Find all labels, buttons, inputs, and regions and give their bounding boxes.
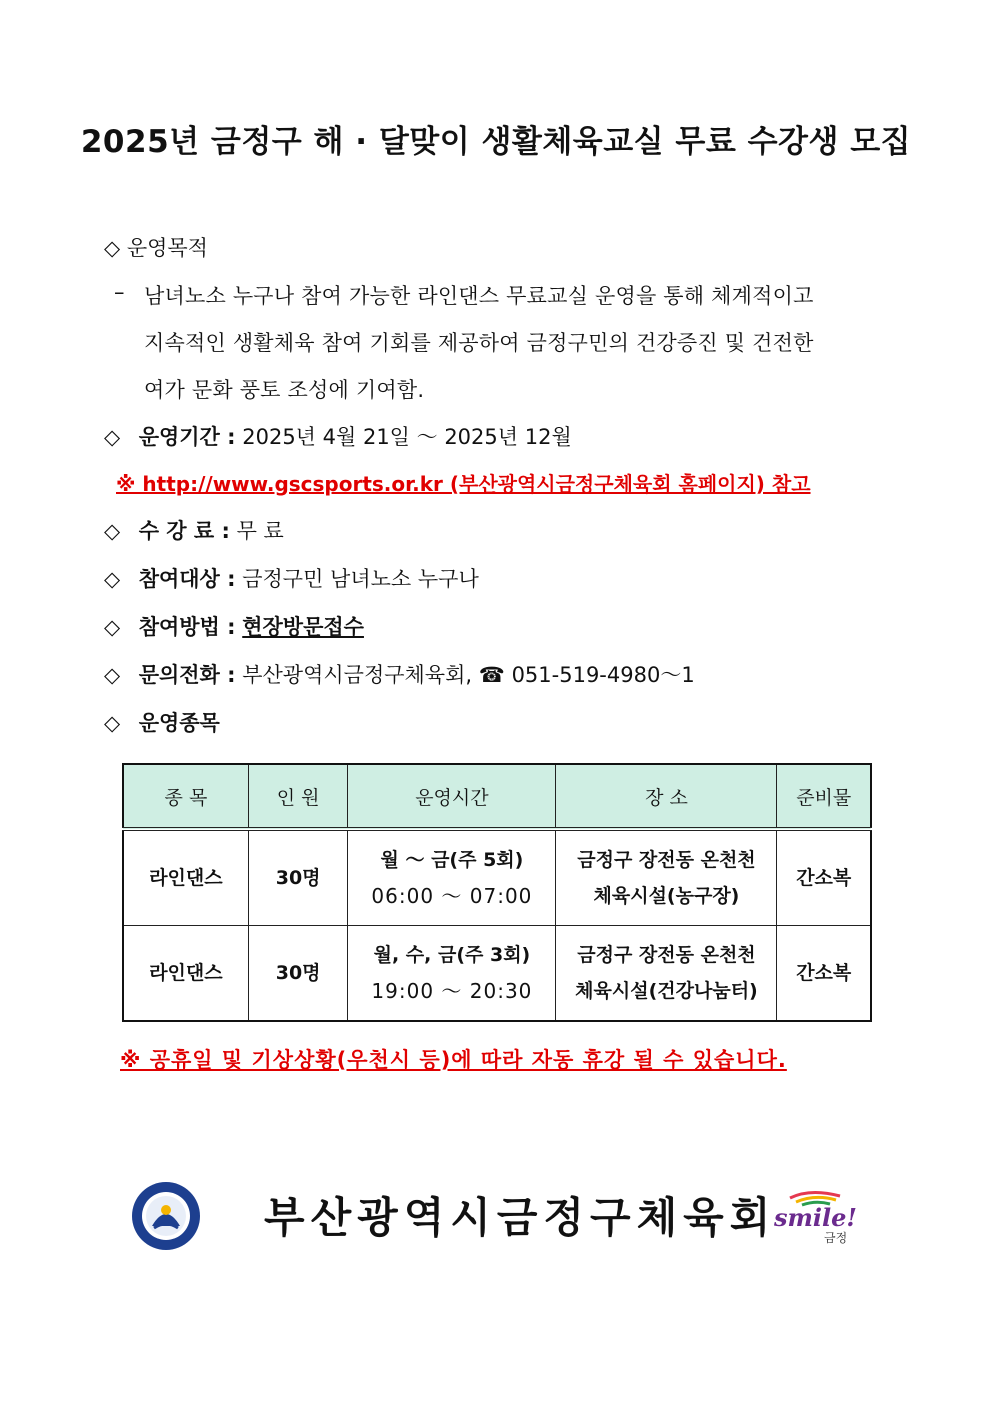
diamond-icon: ◇ bbox=[104, 711, 121, 735]
sports-council-seal-icon bbox=[130, 1180, 202, 1252]
cell-hours: 19:00 ～ 20:30 bbox=[371, 979, 533, 1003]
purpose-line-3: 여가 문화 풍토 조성에 기여함. bbox=[144, 378, 425, 402]
cell-sport: 라인댄스 bbox=[123, 926, 248, 1022]
header-sport: 종 목 bbox=[123, 764, 248, 829]
homepage-link[interactable]: ※ http://www.gscsports.or.kr (부산광역시금정구체육회 홈페이지) 참고 bbox=[116, 472, 811, 496]
cell-prep: 간소복 bbox=[777, 926, 871, 1022]
header-prep: 준비물 bbox=[777, 764, 871, 829]
schedule-table bbox=[122, 763, 872, 1022]
cell-count: 30명 bbox=[248, 829, 348, 926]
smile-geumjeong-logo bbox=[770, 1188, 860, 1248]
cell-count: 30명 bbox=[248, 926, 348, 1022]
closure-notice: ※ 공휴일 및 기상상황(우천시 등)에 따라 자동 휴강 될 수 있습니다. bbox=[120, 1048, 787, 1072]
cell-place-line2: 체육시설(건강나눔터) bbox=[575, 980, 758, 1002]
fee-label: 수 강 료 : bbox=[138, 519, 230, 543]
cell-hours: 06:00 ～ 07:00 bbox=[371, 884, 533, 908]
method-value: 현장방문접수 bbox=[242, 615, 364, 639]
smile-text: smile! bbox=[774, 1203, 857, 1232]
purpose-heading: ◇ 운영목적 bbox=[104, 236, 208, 260]
header-place: 장 소 bbox=[556, 764, 777, 829]
programs-row bbox=[104, 707, 220, 737]
diamond-icon: ◇ bbox=[104, 567, 121, 591]
cell-days: 월, 수, 금(주 3회) bbox=[373, 944, 531, 966]
table-row bbox=[123, 829, 871, 926]
table-header-row bbox=[123, 764, 871, 829]
cell-prep: 간소복 bbox=[777, 829, 871, 926]
diamond-icon: ◇ bbox=[104, 425, 121, 449]
diamond-icon: ◇ bbox=[104, 663, 121, 687]
diamond-icon: ◇ bbox=[104, 519, 121, 543]
target-label: 참여대상 : bbox=[138, 567, 236, 591]
fee-value: 무 료 bbox=[236, 519, 284, 543]
method-row bbox=[104, 611, 364, 641]
organization-name: 부산광역시금정구체육회 bbox=[264, 1193, 777, 1242]
method-label: 참여방법 : bbox=[138, 615, 236, 639]
header-time: 운영시간 bbox=[348, 764, 556, 829]
diamond-icon: ◇ bbox=[104, 615, 121, 639]
purpose-line-1: 남녀노소 누구나 참여 가능한 라인댄스 무료교실 운영을 통해 체계적이고 bbox=[144, 284, 814, 308]
cell-time bbox=[348, 926, 556, 1022]
target-row bbox=[104, 563, 479, 593]
cell-time bbox=[348, 829, 556, 926]
cell-place bbox=[556, 829, 777, 926]
period-label: 운영기간 : bbox=[138, 425, 236, 449]
cell-place bbox=[556, 926, 777, 1022]
cell-place-line2: 체육시설(농구장) bbox=[593, 885, 740, 907]
smile-sub-text: 금정 bbox=[824, 1231, 848, 1245]
smile-logo-icon bbox=[770, 1188, 860, 1248]
period-value: 2025년 4월 21일 ～ 2025년 12월 bbox=[242, 425, 572, 449]
fee-row bbox=[104, 515, 284, 545]
table-row bbox=[123, 926, 871, 1022]
contact-value: 부산광역시금정구체육회, ☎ 051-519-4980～1 bbox=[242, 663, 695, 687]
page-title: 2025년 금정구 해 · 달맞이 생활체육교실 무료 수강생 모집 bbox=[80, 124, 912, 160]
cell-place-line1: 금정구 장전동 온천천 bbox=[577, 849, 756, 871]
period-row bbox=[104, 421, 572, 451]
cell-days: 월 ～ 금(주 5회) bbox=[380, 849, 524, 871]
cell-place-line1: 금정구 장전동 온천천 bbox=[577, 944, 756, 966]
contact-label: 문의전화 : bbox=[138, 663, 236, 687]
purpose-line-2: 지속적인 생활체육 참여 기회를 제공하여 금정구민의 건강증진 및 건전한 bbox=[144, 331, 814, 355]
contact-row bbox=[104, 659, 695, 689]
programs-label: 운영종목 bbox=[138, 711, 220, 735]
purpose-dash: – bbox=[114, 280, 125, 304]
cell-sport: 라인댄스 bbox=[123, 829, 248, 926]
homepage-note[interactable] bbox=[116, 468, 811, 497]
target-value: 금정구민 남녀노소 누구나 bbox=[242, 567, 479, 591]
header-count: 인 원 bbox=[248, 764, 348, 829]
